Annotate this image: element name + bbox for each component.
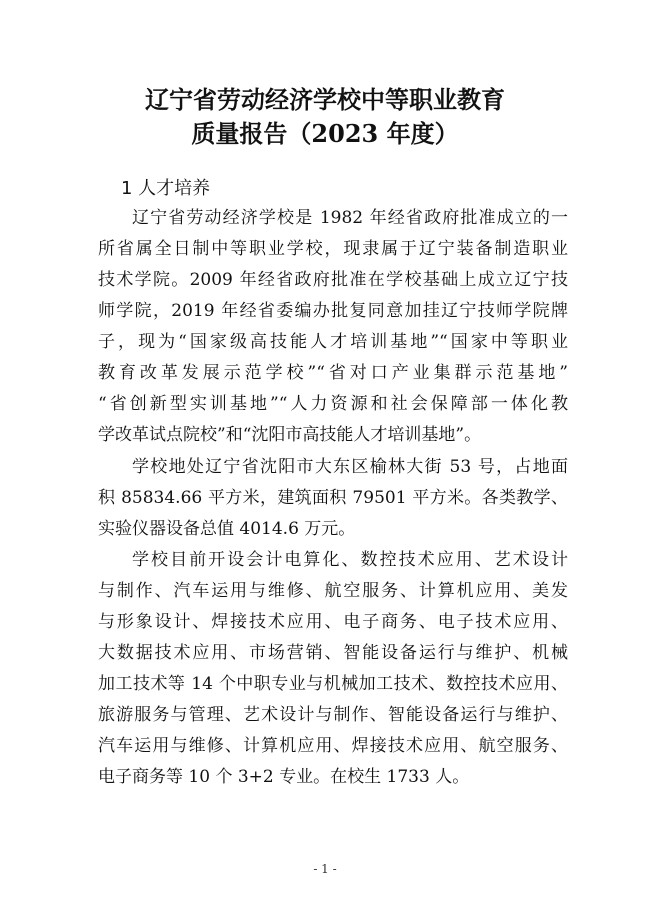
paragraph-line: 旅游服务与管理、艺术设计与制作、智能设备运行与维护、 xyxy=(98,705,568,725)
document-title-line-2: 质量报告（2023 年度） xyxy=(191,119,459,148)
document-title-line-1: 辽宁省劳动经济学校中等职业教育 xyxy=(145,85,505,114)
paragraph-line: 教育改革发展示范学校”“省对口产业集群示范基地” xyxy=(98,363,568,383)
paragraph-line: 学校目前开设会计电算化、数控技术应用、艺术设计 xyxy=(132,550,568,570)
paragraph-line: 大数据技术应用、市场营销、智能设备运行与维护、机械 xyxy=(98,643,568,663)
paragraph-line: 学改革试点院校”和“沈阳市高技能人才培训基地”。 xyxy=(98,425,482,445)
paragraph-line: 与形象设计、焊接技术应用、电子商务、电子技术应用、 xyxy=(98,612,568,632)
paragraph-line: 技术学院。2009 年经省政府批准在学校基础上成立辽宁技 xyxy=(98,270,568,290)
paragraph-line: “省创新型实训基地”“人力资源和社会保障部一体化教 xyxy=(98,394,568,414)
section-heading: 1 人才培养 xyxy=(121,178,211,199)
paragraph-line: 实验仪器设备总值 4014.6 万元。 xyxy=(98,519,356,539)
paragraph-line: 积 85834.66 平方米，建筑面积 79501 平方米。各类教学、 xyxy=(98,488,568,508)
paragraph-line: 师学院，2019 年经省委编办批复同意加挂辽宁技师学院牌 xyxy=(98,301,568,321)
paragraph-line: 加工技术等 14 个中职专业与机械加工技术、数控技术应用、 xyxy=(98,674,568,694)
paragraph-line: 所省属全日制中等职业学校，现隶属于辽宁装备制造职业 xyxy=(98,239,568,259)
paragraph-line: 电子商务等 10 个 3+2 专业。在校生 1733 人。 xyxy=(98,767,470,787)
paragraph-line: 子，现为“国家级高技能人才培训基地”“国家中等职业 xyxy=(98,332,568,352)
paragraph-line: 汽车运用与维修、计算机应用、焊接技术应用、航空服务、 xyxy=(98,736,568,756)
page-number: - 1 - xyxy=(313,862,337,876)
paragraph-line: 辽宁省劳动经济学校是 1982 年经省政府批准成立的一 xyxy=(132,208,568,228)
paragraph-line: 与制作、汽车运用与维修、航空服务、计算机应用、美发 xyxy=(98,581,568,601)
paragraph-line: 学校地处辽宁省沈阳市大东区榆林大街 53 号，占地面 xyxy=(132,457,568,477)
